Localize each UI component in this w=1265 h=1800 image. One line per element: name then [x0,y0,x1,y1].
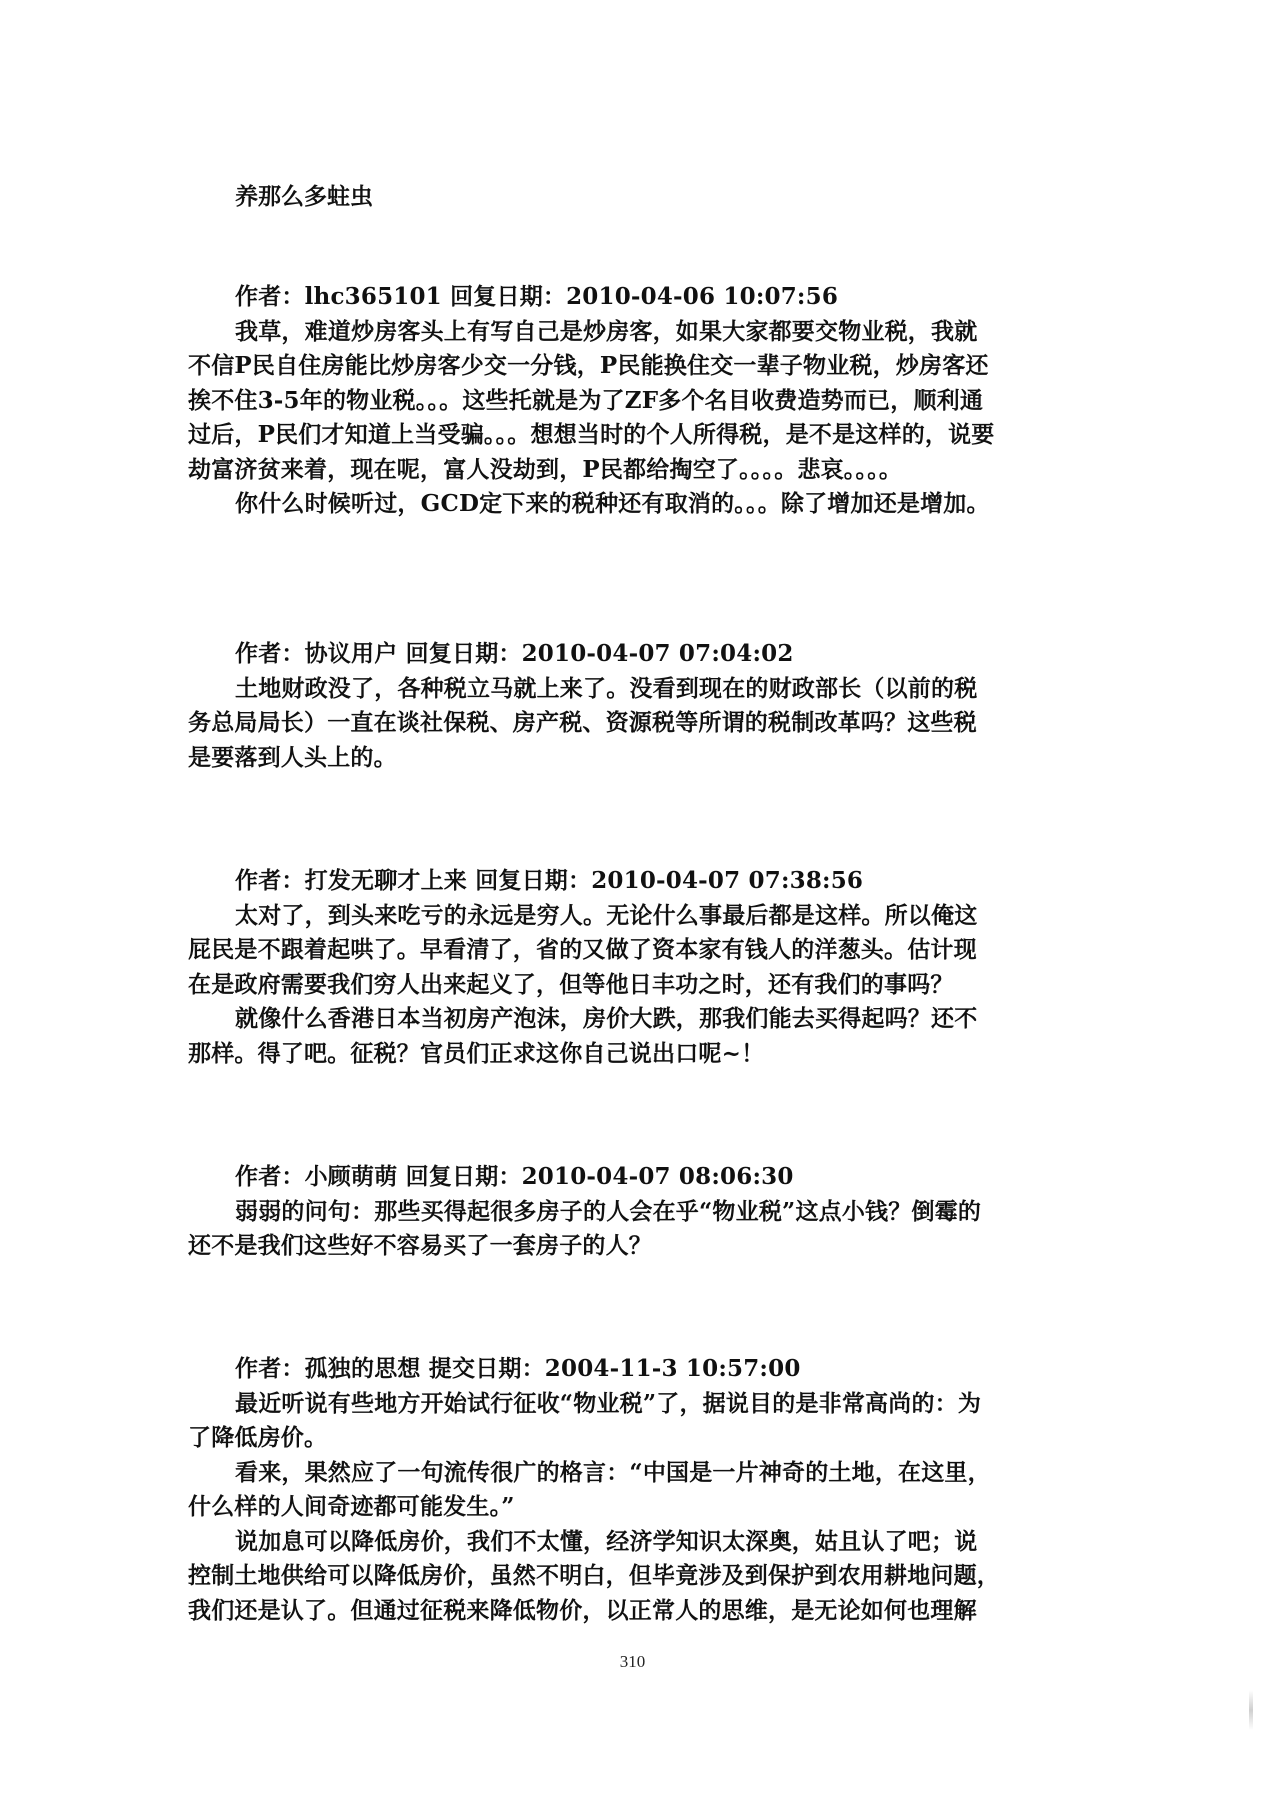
post-line: 太对了，到头来吃亏的永远是穷人。无论什么事最后都是这样。所以俺这 [235,901,978,929]
post-line: 土地财政没了，各种税立马就上来了。没看到现在的财政部长（以前的税 [235,674,978,702]
post-line: 屁民是不跟着起哄了。早看清了，省的又做了资本家有钱人的洋葱头。估计现 [188,936,977,963]
post-line: 控制土地供给可以降低房价，虽然不明白，但毕竟涉及到保护到农用耕地问题， [188,1562,1000,1589]
post-line: 还不是我们这些好不容易买了一套房子的人？ [188,1232,652,1259]
post-line: 你什么时候听过，GCD定下来的税种还有取消的。。。除了增加还是增加。 [235,490,990,517]
post-line: 说加息可以降低房价，我们不太懂，经济学知识太深奥，姑且认了吧；说 [235,1527,978,1555]
post-line: 不信P民自住房能比炒房客少交一分钱，P民能换住交一辈子物业税，炒房客还 [188,352,989,379]
post-line: 我们还是认了。但通过征税来降低物价，以正常人的思维，是无论如何也理解 [188,1596,977,1624]
post-line: 在是政府需要我们穷人出来起义了，但等他日丰功之时，还有我们的事吗？ [188,970,954,998]
post-line: 是要落到人头上的。 [188,743,397,771]
scan-edge-mark [1249,1690,1253,1730]
post-header: 作者：孤独的思想 提交日期：2004-11-3 10:57:00 [235,1355,801,1382]
post-line: 什么样的人间奇迹都可能发生。” [188,1493,515,1520]
post-header: 作者：打发无聊才上来 回复日期：2010-04-07 07:38:56 [235,867,864,894]
post-2 [188,637,1058,775]
post-line: 了降低房价。 [188,1424,328,1451]
post-3 [188,864,1058,1071]
post-line: 过后，P民们才知道上当受骗。。。想想当时的个人所得税，是不是这样的，说要 [188,421,995,448]
post-line: 那样。得了吧。征税？官员们正求这你自己说出口呢~！ [188,1039,765,1067]
post-header: 作者：小顾萌萌 回复日期：2010-04-07 08:06:30 [235,1163,794,1190]
page-title: 养那么多蛀虫 [235,183,373,210]
post-line: 最近听说有些地方开始试行征收“物业税”了，据说目的是非常高尚的：为 [235,1389,982,1417]
post-line: 务总局局长）一直在谈社保税、房产税、资源税等所谓的税制改革吗？这些税 [188,709,977,736]
post-4 [188,1160,1058,1264]
post-line: 弱弱的问句：那些买得起很多房子的人会在乎“物业税”这点小钱？倒霉的 [235,1197,982,1225]
post-line: 看来，果然应了一句流传很广的格言：“中国是一片神奇的土地，在这里， [235,1458,991,1486]
post-5 [188,1352,1058,1628]
page-number: 310 [619,1652,646,1671]
post-header: 作者：lhc365101 回复日期：2010-04-06 10:07:56 [235,283,839,310]
post-line: 挨不住3-5年的物业税。。。这些托就是为了ZF多个名目收费造势而已，顺利通 [188,386,984,414]
post-line: 我草，难道炒房客头上有写自己是炒房客，如果大家都要交物业税，我就 [235,317,978,345]
post-line: 就像什么香港日本当初房产泡沫，房价大跌，那我们能去买得起吗？还不 [235,1005,978,1032]
post-header: 作者：协议用户 回复日期：2010-04-07 07:04:02 [235,640,794,667]
post-line: 劫富济贫来着，现在呢，富人没劫到，P民都给掏空了。。。。悲哀。。。。 [188,455,903,483]
post-1 [188,280,1058,522]
